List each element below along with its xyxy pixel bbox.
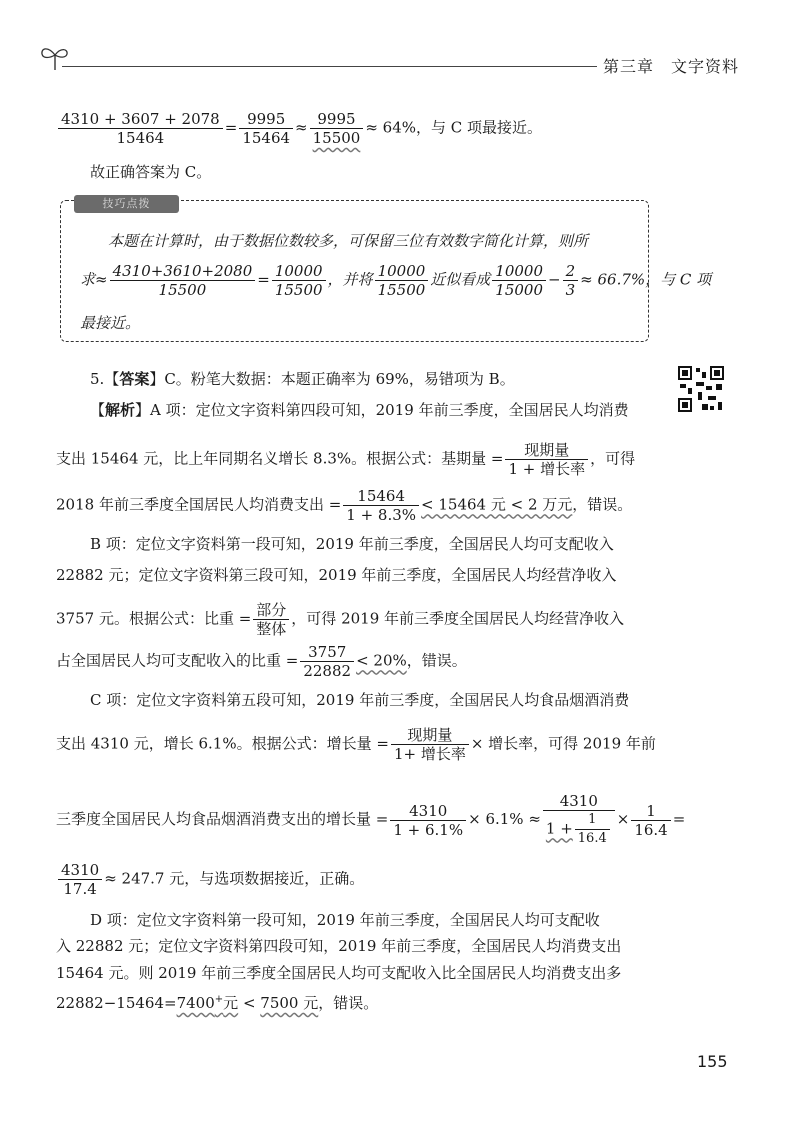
analysis-b-line-1: B 项：定位文字资料第一段可知，2019 年前三季度，全国居民人均可支配收入: [90, 535, 614, 553]
analysis-d-line-3: 15464 元。则 2019 年前三季度全国居民人均可支配收入比全国居民人均消费支出多: [56, 964, 622, 982]
analysis-d-line-4: 22882−15464=7400+元 < 7500 元，错误。: [56, 994, 379, 1012]
answer-line: 5.【答案】C。粉笔大数据：本题正确率为 69%，易错项为 B。: [90, 370, 515, 388]
sprout-logo-icon: [38, 40, 72, 74]
calc-line: $\frac{4310 + 3607 + 2078}{15464}$ = $\frac{9995}{15464}$ ≈ $\frac{9995}{15500}$ ≈ 64%，与 C 项最接近。: [56, 110, 542, 147]
tip-line-2: 求≈ $\frac{4310+3610+2080}{15500}$ = $\frac{10000}{15500}$ ，并将 $\frac{10000}{15500}$ 近似看成 $\frac{10000}{15000}$ − $\frac{2}{3}$ ≈ 66.7%，与 C 项: [80, 262, 712, 299]
qr-code-icon: [676, 364, 726, 414]
analysis-c-line-1: C 项：定位文字资料第五段可知，2019 年前三季度，全国居民人均食品烟酒消费: [90, 691, 630, 709]
analysis-c-line-2: 支出 4310 元，增长 6.1%。根据公式：增长量 = 现期量 1+ 增长率 × 增长率，可得 2019 年前: [56, 726, 656, 763]
tip-tag: 技巧点拨: [74, 195, 179, 213]
analysis-c-line-4: $\frac{4310}{17.4}$ ≈ 247.7 元，与选项数据接近，正确。: [56, 861, 364, 898]
analysis-a-line-2: 支出 15464 元，比上年同期名义增长 8.3%。根据公式：基期量 = 现期量 1 + 增长率 ，可得: [56, 441, 636, 478]
conclusion-text: 故正确答案为 C。: [90, 163, 212, 181]
analysis-d-line-1: D 项：定位文字资料第一段可知，2019 年前三季度，全国居民人均可支配收: [90, 911, 600, 929]
header-rule: [62, 66, 597, 67]
chapter-title: 第三章 文字资料: [603, 57, 740, 76]
analysis-b-line-3: 3757 元。根据公式：比重 = 部分 整体 ，可得 2019 年前三季度全国居民人均经营净收入: [56, 601, 625, 638]
page-number: 155: [697, 1052, 728, 1071]
tip-line-3: 最接近。: [80, 314, 141, 332]
analysis-d-line-2: 入 22882 元；定位文字资料第四段可知，2019 年前三季度，全国居民人均消费支出: [56, 937, 622, 955]
tip-line-1: 本题在计算时，由于数据位数较多，可保留三位有效数字简化计算，则所: [108, 232, 589, 250]
analysis-a-line-3: 2018 年前三季度全国居民人均消费支出 = $\frac{15464}{1 + 8.3\%}$ < 15464 元 < 2 万元，错误。: [56, 487, 633, 524]
analysis-b-line-4: 占全国居民人均可支配收入的比重 = $\frac{3757}{22882}$ < 20%，错误。: [56, 643, 467, 680]
analysis-b-line-2: 22882 元；定位文字资料第三段可知，2019 年前三季度，全国居民人均经营净收入: [56, 566, 617, 584]
analysis-c-line-3: 三季度全国居民人均食品烟酒消费支出的增长量 = $\frac{4310}{1 + 6.1\%}$ × 6.1% ≈ 4310 1 + $\frac{1}{16.4}$ × $\frac{1}{16.4}$ =: [56, 792, 686, 846]
analysis-line-1: 【解析】A 项：定位文字资料第四段可知，2019 年前三季度，全国居民人均消费: [90, 401, 629, 419]
